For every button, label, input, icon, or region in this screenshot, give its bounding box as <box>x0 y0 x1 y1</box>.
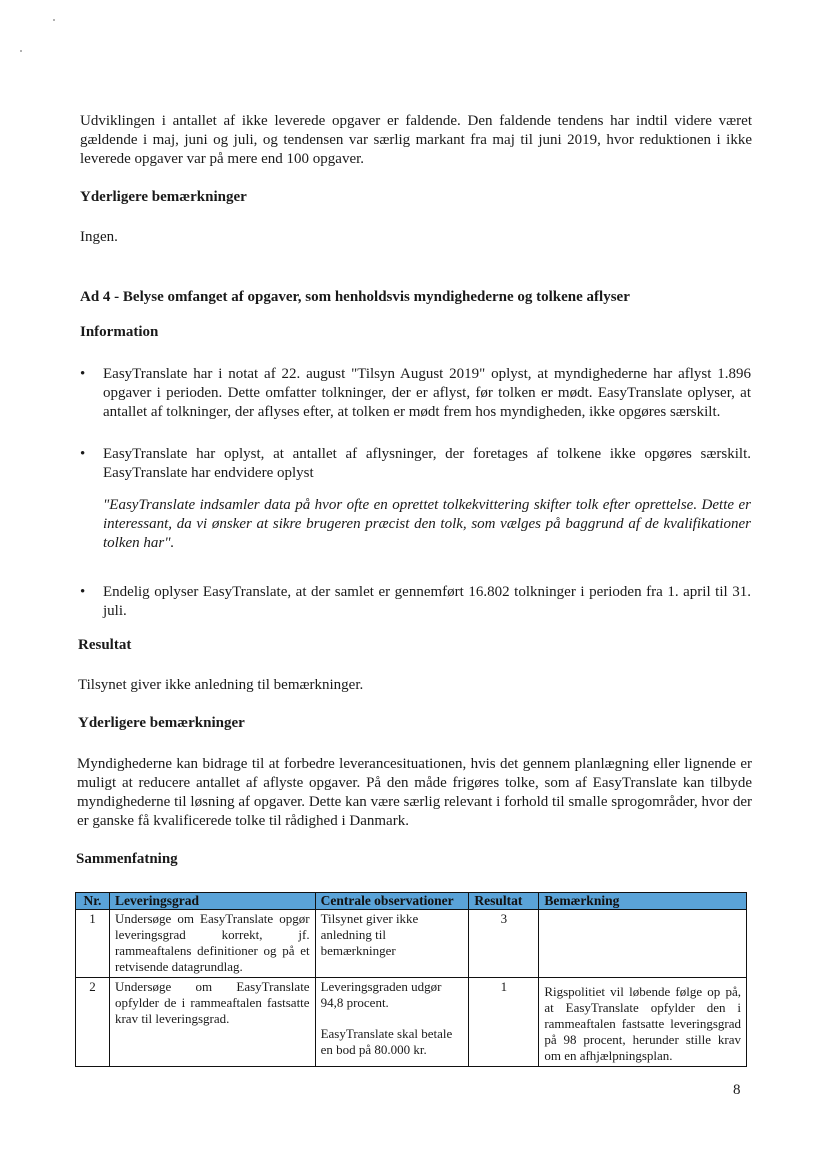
bullet-marker: • <box>80 584 86 600</box>
bullet-marker: • <box>80 446 86 462</box>
observation-text: EasyTranslate skal betale en bod på 80.000 kr. <box>320 1026 453 1057</box>
cell-bemaerkning: Rigspolitiet vil løbende følge op på, at EasyTranslate opfylder den i rammeaftalen fastsatte leveringsgrad på 98 procent, herunder stille krav om en afhjælpningsplan. <box>539 978 747 1067</box>
scan-speck <box>53 19 55 21</box>
cell-leveringsgrad: Undersøge om EasyTranslate opgør leveringsgrad korrekt, jf. rammeaftalens definitioner og på et retvisende datagrundlag. <box>109 910 315 978</box>
page-number: 8 <box>733 1082 741 1098</box>
table-row <box>76 910 747 978</box>
cell-nr: 2 <box>76 978 110 1067</box>
cell-observation <box>315 978 469 1067</box>
remarks-heading: Yderligere bemærkninger <box>78 715 245 731</box>
bullet-item: Endelig oplyser EasyTranslate, at der samlet er gennemført 16.802 tolkninger i perioden fra 1. april til 31. juli. <box>103 584 751 619</box>
cell-resultat: 3 <box>469 910 539 978</box>
table-header-row <box>76 893 747 910</box>
cell-bemaerkning <box>539 910 747 978</box>
quote-block: "EasyTranslate indsamler data på hvor ofte en oprettet tolkekvittering skifter tolk efter oprettelse. Dette er interessant, da vi ønsker at sikre brugeren præcist den tolk, som vælges på baggrund af de kvalifikationer tolken har". <box>103 497 751 551</box>
bullet-item: EasyTranslate har i notat af 22. august "Tilsyn August 2019" oplyst, at myndighederne har aflyst 1.896 opgaver i perioden. Dette omfatter tolkninger, der er aflyst, før tolken er mødt. EasyTranslate oplyser, at antallet af tolkninger, der aflyses efter, at tolken er mødt frem hos myndigheden, ikke opgøres særskilt. <box>103 366 751 420</box>
section-heading-ad4: Ad 4 - Belyse omfanget af opgaver, som henholdsvis myndighederne og tolkene aflyser <box>80 289 630 305</box>
scan-speck <box>20 50 22 52</box>
cell-leveringsgrad: Undersøge om EasyTranslate opfylder de i rammeaftalen fastsatte krav til leveringsgrad. <box>109 978 315 1067</box>
observation-text: Tilsynet giver ikke anledning til bemærkninger <box>320 911 419 958</box>
summary-table <box>75 892 747 1067</box>
cell-nr: 1 <box>76 910 110 978</box>
information-heading: Information <box>80 324 159 340</box>
remarks-paragraph: Myndighederne kan bidrage til at forbedre leverancesituationen, hvis det gennem planlægning eller lignende er muligt at reducere antallet af aflyste opgaver. På den måde frigøres tolke, som af EasyTranslate kan tilbyde myndighederne til løsning af opgaver. Dette kan være særlig relevant i forhold til smalle sprogområder, hvor der er ganske få kvalificerede tolke til rådighed i Danmark. <box>77 756 752 829</box>
summary-heading: Sammenfatning <box>76 851 178 867</box>
bullet-marker: • <box>80 366 86 382</box>
column-header-leveringsgrad: Leveringsgrad <box>109 893 315 910</box>
bullet-item: EasyTranslate har oplyst, at antallet af aflysninger, der foretages af tolkene ikke opgøres særskilt. EasyTranslate har endvidere oplyst <box>103 446 751 481</box>
cell-observation <box>315 910 469 978</box>
cell-resultat: 1 <box>469 978 539 1067</box>
remarks-text: Ingen. <box>80 229 118 245</box>
column-header-bemaerkning: Bemærkning <box>539 893 747 910</box>
column-header-nr: Nr. <box>76 893 110 910</box>
table-row <box>76 978 747 1067</box>
intro-paragraph: Udviklingen i antallet af ikke leverede opgaver er faldende. Den faldende tendens har indtil videre været gældende i maj, juni og juli, og tendensen var særlig markant fra maj til juni 2019, hvor reduktionen i ikke leverede opgaver var på mere end 100 opgaver. <box>80 113 752 167</box>
result-text: Tilsynet giver ikke anledning til bemærkninger. <box>78 677 364 693</box>
column-header-observationer: Centrale observationer <box>315 893 469 910</box>
result-heading: Resultat <box>78 637 132 653</box>
observation-text: Leveringsgraden udgør 94,8 procent. <box>320 979 442 1010</box>
section-heading-remarks: Yderligere bemærkninger <box>80 189 247 205</box>
column-header-resultat: Resultat <box>469 893 539 910</box>
